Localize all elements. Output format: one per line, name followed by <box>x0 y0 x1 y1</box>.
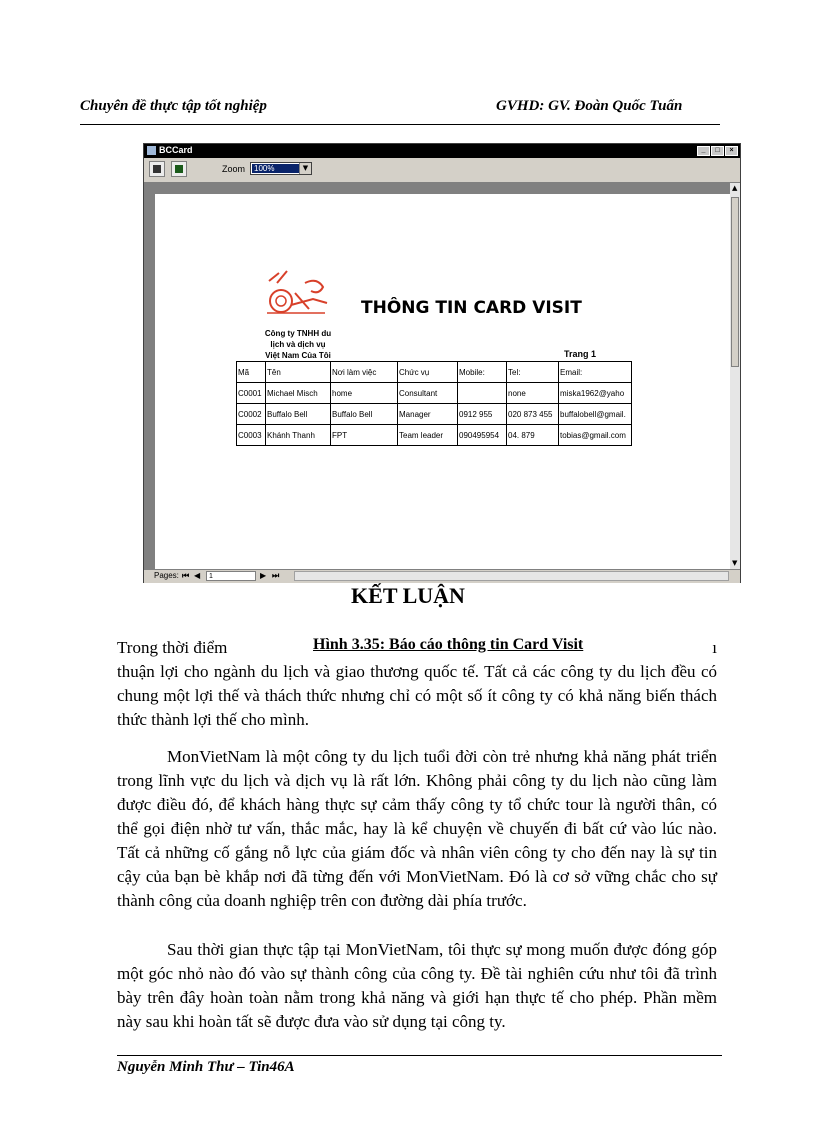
page-number-input[interactable]: 1 <box>206 571 256 581</box>
first-page-icon[interactable]: ⏮ <box>182 571 190 580</box>
zoom-select[interactable] <box>250 162 312 175</box>
table-cell: Consultant <box>398 383 458 404</box>
close-button[interactable]: × <box>725 146 738 156</box>
table-cell: C0001 <box>237 383 266 404</box>
scroll-down-icon[interactable]: ▼ <box>732 559 738 567</box>
footer-author: Nguyễn Minh Thư – Tin46A <box>117 1059 295 1075</box>
table-cell: 0912 955 <box>458 404 507 425</box>
minimize-button[interactable]: _ <box>697 146 710 156</box>
printer-icon <box>153 165 161 173</box>
bccard-window <box>143 143 741 583</box>
table-cell: none <box>507 383 559 404</box>
paragraph-1-start: Trong thời điểm <box>117 638 228 657</box>
report-title: THÔNG TIN CARD VISIT <box>361 298 582 318</box>
horizontal-scrollbar[interactable] <box>294 571 729 581</box>
table-cell: Manager <box>398 404 458 425</box>
paragraph-1-edge: ı <box>712 638 717 657</box>
table-cell <box>458 383 507 404</box>
column-header: Tel: <box>507 362 559 383</box>
section-heading: KẾT LUẬN <box>351 583 465 608</box>
vertical-scrollbar[interactable] <box>730 183 740 569</box>
header-right: GVHD: GV. Đoàn Quốc Tuấn <box>496 98 683 114</box>
window-title: BCCard <box>159 145 193 155</box>
header-left: Chuyên đề thực tập tốt nghiệp <box>80 98 267 114</box>
header-rule <box>80 124 720 125</box>
last-page-icon[interactable]: ⏭ <box>272 571 280 580</box>
table-cell: FPT <box>331 425 398 446</box>
scroll-thumb[interactable] <box>731 197 739 367</box>
company-line: Việt Nam Của Tôi <box>265 351 331 360</box>
status-bar <box>144 569 740 583</box>
next-page-icon[interactable]: ▶ <box>260 571 267 580</box>
paragraph-3: Sau thời gian thực tập tại MonVietNam, tôi thực sự mong muốn được đóng góp một góc nhỏ nào đó vào sự thành công của công ty. Đề tài nghiên cứu như tôi đã trình bày trên đây hoàn toàn nằm trong khả năng và giới hạn thực tế cho phép. Phần mềm này sau khi hoàn tất sẽ được đưa vào sử dụng tại công ty. <box>117 940 717 1031</box>
card-table <box>236 361 632 446</box>
column-header: Mobile: <box>458 362 507 383</box>
table-cell: buffalobell@gmail. <box>559 404 632 425</box>
prev-page-icon[interactable]: ◀ <box>194 571 201 580</box>
table-cell: Khánh Thanh <box>266 425 331 446</box>
table-cell: miska1962@yaho <box>559 383 632 404</box>
paragraph-1-rest: thuận lợi cho ngành du lịch và giao thương quốc tế. Tất cả các công ty du lịch đều có chung một lợi thế và thách thức nhưng chỉ có một số ít công ty có khả năng biến thách thức thành lợi thế cho mình. <box>117 662 717 729</box>
pages-label: Pages: <box>154 571 179 580</box>
column-header: Mã <box>237 362 266 383</box>
table-cell: home <box>331 383 398 404</box>
print-button[interactable] <box>149 161 165 177</box>
table-cell: Team leader <box>398 425 458 446</box>
export-button[interactable] <box>171 161 187 177</box>
title-bar <box>144 144 740 158</box>
table-cell: 04. 879 <box>507 425 559 446</box>
table-cell: 090495954 <box>458 425 507 446</box>
table-header-row <box>237 362 632 383</box>
zoom-value: 100% <box>252 164 300 173</box>
company-name <box>243 328 353 361</box>
table-cell: Buffalo Bell <box>266 404 331 425</box>
table-row <box>237 425 632 446</box>
report-page <box>155 194 730 569</box>
chevron-down-icon[interactable]: ▼ <box>299 163 311 174</box>
table-row <box>237 404 632 425</box>
table-cell: Michael Misch <box>266 383 331 404</box>
table-cell: tobias@gmail.com <box>559 425 632 446</box>
maximize-button[interactable]: □ <box>711 146 724 156</box>
table-cell: Buffalo Bell <box>331 404 398 425</box>
report-page-label: Trang 1 <box>564 349 597 359</box>
zoom-label: Zoom <box>222 164 246 174</box>
app-icon <box>147 146 156 155</box>
table-cell: C0003 <box>237 425 266 446</box>
table-cell: C0002 <box>237 404 266 425</box>
paragraph-2: MonVietNam là một công ty du lịch tuổi đời còn trẻ nhưng khả năng phát triển trong lĩnh vực du lịch và dịch vụ là rất lớn. Không phải công ty du lịch nào cũng làm được điều đó, để khách hàng thực sự cảm thấy công ty tổ chức tour là người thân, có thể gọi điện nhờ tư vấn, thắc mắc, hay là kể chuyện về chuyến đi bất cứ vào lúc nào. Tất cả những cố gắng nỗ lực của giám đốc và nhân viên công ty cho đến nay là sự tin cậy của bạn bè khắp nơi đã từng đến với MonVietNam. Đó là cơ sở vững chắc cho sự thành công của doanh nghiệp trên con đường dài phía trước. <box>117 747 717 910</box>
table-cell: 020 873 455 <box>507 404 559 425</box>
column-header: Tên <box>266 362 331 383</box>
scroll-up-icon[interactable]: ▲ <box>732 184 738 192</box>
preview-area <box>144 183 730 569</box>
export-icon <box>175 165 183 173</box>
column-header: Chức vụ <box>398 362 458 383</box>
toolbar <box>144 158 740 183</box>
company-line: Công ty TNHH du <box>264 329 332 338</box>
company-line: lịch và dịch vụ <box>270 340 326 349</box>
column-header: Email: <box>559 362 632 383</box>
column-header: Nơi làm việc <box>331 362 398 383</box>
footer-rule <box>117 1055 722 1056</box>
figure-caption: Hình 3.35: Báo cáo thông tin Card Visit <box>313 636 584 653</box>
table-row <box>237 383 632 404</box>
company-logo-icon <box>265 269 335 321</box>
